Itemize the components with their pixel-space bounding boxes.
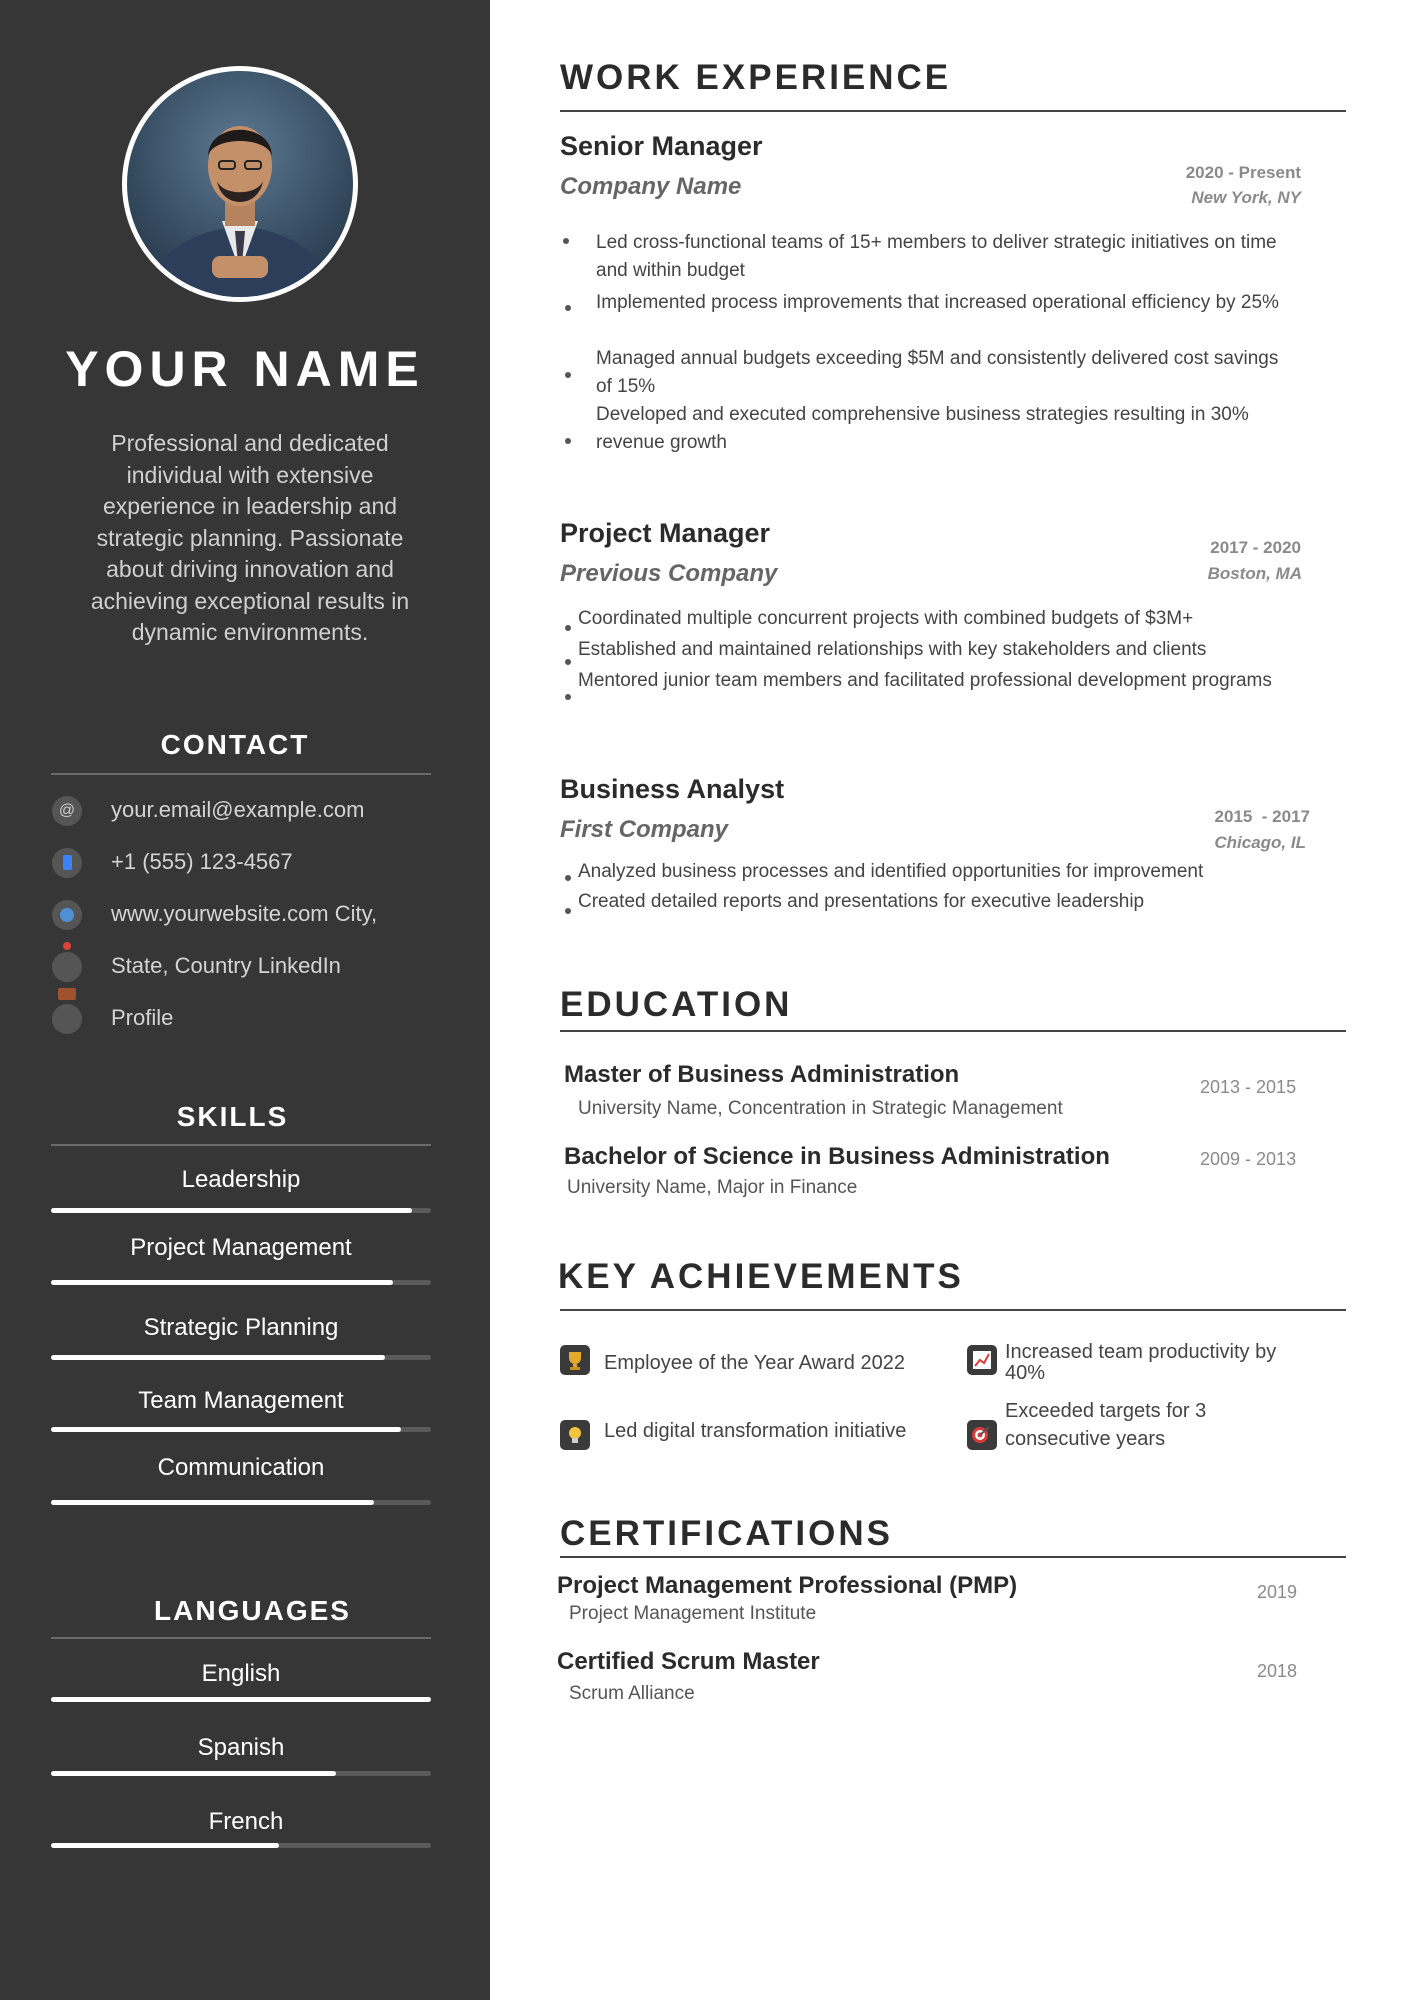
bullet-icon: [565, 625, 571, 631]
job-dates: 2017 - 2020: [1210, 538, 1301, 557]
language-label: French: [208, 1808, 284, 1835]
bullet-icon: [563, 238, 569, 244]
job-company: Previous Company: [560, 560, 778, 587]
language-label: English: [201, 1660, 281, 1687]
job-bullet: Mentored junior team members and facilitated professional development programs: [578, 670, 1272, 691]
job-location: New York, NY: [1191, 188, 1301, 207]
work-experience-divider: [560, 110, 1346, 112]
skill-bar-track: [51, 1280, 431, 1285]
briefcase-icon: [52, 1004, 82, 1034]
work-experience-heading: WORK EXPERIENCE: [560, 58, 952, 97]
contact-linkedin[interactable]: Profile: [111, 1005, 174, 1030]
job-bullet: Developed and executed comprehensive business strategies resulting in 30% revenue growth: [596, 404, 1249, 453]
job-company: Company Name: [560, 173, 742, 200]
profile-photo-frame: [122, 66, 358, 302]
skills-heading: SKILLS: [176, 1101, 289, 1132]
skill-bar-fill: [51, 1208, 412, 1213]
education-dates: 2013 - 2015: [1200, 1077, 1297, 1097]
job-bullet: Created detailed reports and presentations for executive leadership: [578, 891, 1145, 912]
sidebar: [0, 0, 490, 2000]
at-icon: @: [52, 796, 82, 826]
lightbulb-icon: [560, 1420, 590, 1450]
certifications-divider: [560, 1556, 1346, 1558]
bullet-icon: [565, 305, 571, 311]
skill-label: Communication: [157, 1454, 325, 1481]
education-heading: EDUCATION: [560, 985, 793, 1024]
education-degree: Master of Business Administration: [564, 1061, 960, 1088]
skill-bar-track: [51, 1208, 431, 1213]
job-location: Chicago, IL: [1214, 833, 1306, 852]
skill-bar-fill: [51, 1500, 374, 1505]
target-icon: [967, 1420, 997, 1450]
bullet-icon: [565, 372, 571, 378]
skill-bar-track: [51, 1500, 431, 1505]
certification-issuer: Project Management Institute: [569, 1603, 817, 1624]
certification-year: 2018: [1257, 1661, 1298, 1681]
contact-website[interactable]: www.yourwebsite.com City,: [111, 901, 378, 926]
job-title: Business Analyst: [560, 774, 785, 804]
globe-icon: [52, 900, 82, 930]
language-bar-fill: [51, 1697, 431, 1702]
language-label: Spanish: [197, 1734, 285, 1761]
achievements-divider: [560, 1309, 1346, 1311]
job-title: Senior Manager: [560, 131, 763, 161]
contact-location: State, Country LinkedIn: [111, 953, 341, 978]
language-bar-fill: [51, 1843, 279, 1848]
skill-bar-fill: [51, 1355, 385, 1360]
language-bar-track: [51, 1843, 431, 1848]
skills-divider: [51, 1144, 431, 1146]
certification-year: 2019: [1257, 1582, 1298, 1602]
contact-divider: [51, 773, 431, 775]
languages-divider: [51, 1637, 431, 1639]
achievement-text: Increased team productivity by 40%: [1005, 1341, 1277, 1384]
skill-label: Team Management: [138, 1387, 344, 1414]
achievement-text: Employee of the Year Award 2022: [604, 1352, 905, 1374]
certification-issuer: Scrum Alliance: [569, 1683, 695, 1704]
job-bullet: Established and maintained relationships with key stakeholders and clients: [578, 639, 1207, 660]
education-dates: 2009 - 2013: [1200, 1149, 1297, 1169]
achievement-text: Exceeded targets for 3 consecutive years: [1005, 1400, 1207, 1450]
contact-email[interactable]: your.email@example.com: [111, 797, 365, 822]
job-dates: 2015 - 2017: [1214, 807, 1310, 826]
job-company: First Company: [560, 816, 729, 843]
education-divider: [560, 1030, 1346, 1032]
profile-photo: [127, 71, 353, 297]
job-dates: 2020 - Present: [1185, 163, 1301, 182]
language-bar-fill: [51, 1771, 336, 1776]
location-pin-icon: [52, 952, 82, 982]
achievements-heading: KEY ACHIEVEMENTS: [558, 1257, 964, 1296]
certifications-heading: CERTIFICATIONS: [560, 1514, 894, 1553]
job-bullet: Managed annual budgets exceeding $5M and consistently delivered cost savings of 15%: [596, 348, 1279, 397]
person-name: YOUR NAME: [65, 341, 425, 397]
job-bullet: Led cross-functional teams of 15+ members to deliver strategic initiatives on time and within budget: [596, 232, 1277, 281]
job-bullet: Coordinated multiple concurrent projects with combined budgets of $3M+: [578, 608, 1194, 629]
bullet-icon: [565, 694, 571, 700]
certification-title: Certified Scrum Master: [557, 1648, 820, 1675]
skill-bar-fill: [51, 1280, 393, 1285]
skill-bar-track: [51, 1355, 431, 1360]
contact-phone[interactable]: +1 (555) 123-4567: [111, 849, 293, 874]
trophy-icon: [560, 1345, 590, 1375]
phone-icon: [52, 848, 82, 878]
bullet-icon: [565, 438, 571, 444]
skill-label: Leadership: [181, 1166, 301, 1193]
education-school: University Name, Concentration in Strategic Management: [578, 1098, 1063, 1119]
bullet-icon: [565, 875, 571, 881]
bullet-icon: [565, 659, 571, 665]
skill-bar-fill: [51, 1427, 401, 1432]
profile-summary: Professional and dedicated individual with extensive experience in leadership and strategic planning. Passionate about driving innovation and achieving exceptional results in dynamic environments.: [90, 430, 410, 645]
job-title: Project Manager: [560, 518, 771, 548]
education-degree: Bachelor of Science in Business Administration: [564, 1143, 1110, 1170]
job-bullet: Analyzed business processes and identified opportunities for improvement: [578, 861, 1204, 882]
skill-label: Project Management: [130, 1234, 352, 1261]
language-bar-track: [51, 1697, 431, 1702]
job-location: Boston, MA: [1207, 564, 1302, 583]
languages-heading: LANGUAGES: [154, 1595, 351, 1626]
contact-heading: CONTACT: [160, 729, 310, 760]
achievement-text: Led digital transformation initiative: [604, 1420, 907, 1442]
bullet-icon: [565, 908, 571, 914]
skill-label: Strategic Planning: [143, 1314, 339, 1341]
certification-title: Project Management Professional (PMP): [557, 1572, 1018, 1599]
language-bar-track: [51, 1771, 431, 1776]
chart-icon: [967, 1345, 997, 1375]
job-bullet: Implemented process improvements that increased operational efficiency by 25%: [596, 292, 1279, 313]
skill-bar-track: [51, 1427, 431, 1432]
education-school: University Name, Major in Finance: [567, 1177, 858, 1198]
